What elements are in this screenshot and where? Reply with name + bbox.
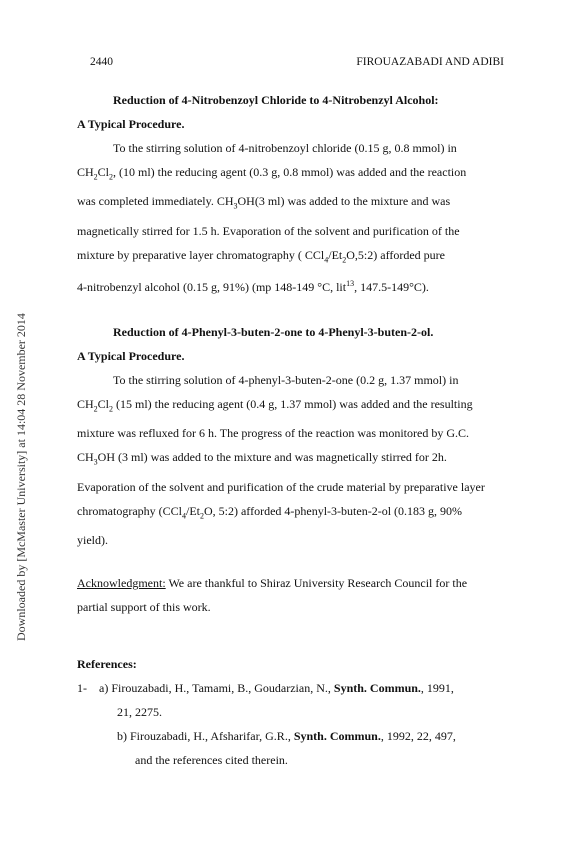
running-header-authors: FIROUAZABADI AND ADIBI [356, 56, 504, 68]
reference-number: 1- [77, 681, 87, 695]
acknowledgment-label: Acknowledgment: [77, 576, 166, 590]
section-title-cont: A Typical Procedure. [77, 117, 185, 131]
paragraph-line: magnetically stirred for 1.5 h. Evaporation of the solvent and purification of the [77, 223, 460, 238]
section-nitrobenzoyl [77, 88, 505, 299]
references-heading: References: [77, 657, 137, 671]
paragraph-line: mixture by preparative layer chromatography ( $CCl_4/Et_2O,5:2$) afforded pure [77, 247, 445, 265]
paragraph-line: was completed immediately. $CH_3OH(3$ ml) was added to the mixture and was [77, 194, 451, 211]
section-title: Reduction of 4-Phenyl-3-buten-2-one to 4-Phenyl-3-buten-2-ol. [113, 325, 434, 339]
reference-item [77, 676, 505, 772]
paragraph-line: $CH_2Cl_2$, (10 ml) the reducing agent (0.3 g, 0.8 mmol) was added and the reaction [77, 165, 467, 182]
download-watermark: Downloaded by [McMaster University] at 14:04 28 November 2014 [14, 313, 28, 641]
paragraph-line: To the stirring solution of 4-nitrobenzoyl chloride (0.15 g, 0.8 mmol) in [113, 141, 457, 155]
paragraph-line: mixture was refluxed for 6 h. The progress of the reaction was monitored by G.C. [77, 426, 470, 441]
paragraph-line: $CH_2Cl_2$ (15 ml) the reducing agent (0.4 g, 1.37 mmol) was added and the resulting [77, 397, 473, 414]
paragraph-line: To the stirring solution of 4-phenyl-3-buten-2-one (0.2 g, 1.37 mmol) in [113, 373, 459, 387]
section-phenylbutenone [77, 320, 505, 552]
paragraph-line: $CH_3OH$ (3 ml) was added to the mixture and was magnetically stirred for 2h. [77, 450, 447, 467]
section-title-cont: A Typical Procedure. [77, 349, 185, 363]
paragraph-line: Evaporation of the solvent and purification of the crude material by preparative layer [77, 479, 485, 494]
references [77, 652, 505, 772]
section-title: Reduction of 4-Nitrobenzoyl Chloride to 4-Nitrobenzyl Alcohol: [113, 93, 439, 107]
page-number: 2440 [90, 56, 113, 68]
reference-a: a) Firouzabadi, H., Tamami, B., Goudarzian, N., Synth. Commun., 1991, [99, 681, 454, 695]
reference-a-cont: 21, 2275. [117, 705, 162, 719]
acknowledgment-line: Acknowledgment: We are thankful to Shiraz University Research Council for the [77, 576, 468, 590]
paragraph-line: chromatography ($CCl_4/Et_2O$, 5:2) afforded 4-phenyl-3-buten-2-ol (0.183 g, 90% [77, 503, 463, 521]
paragraph-line: yield). [77, 533, 108, 548]
acknowledgment-line: partial support of this work. [77, 600, 211, 614]
acknowledgment [77, 571, 505, 619]
reference-b-cont: and the references cited therein. [135, 753, 288, 767]
reference-b: b) Firouzabadi, H., Afsharifar, G.R., Synth. Commun., 1992, 22, 497, [117, 729, 456, 743]
paragraph-line: 4-nitrobenzyl alcohol (0.15 g, 91%) (mp 148-149 °C, lit$^{13}$, 147.5-149°C). [77, 279, 429, 295]
